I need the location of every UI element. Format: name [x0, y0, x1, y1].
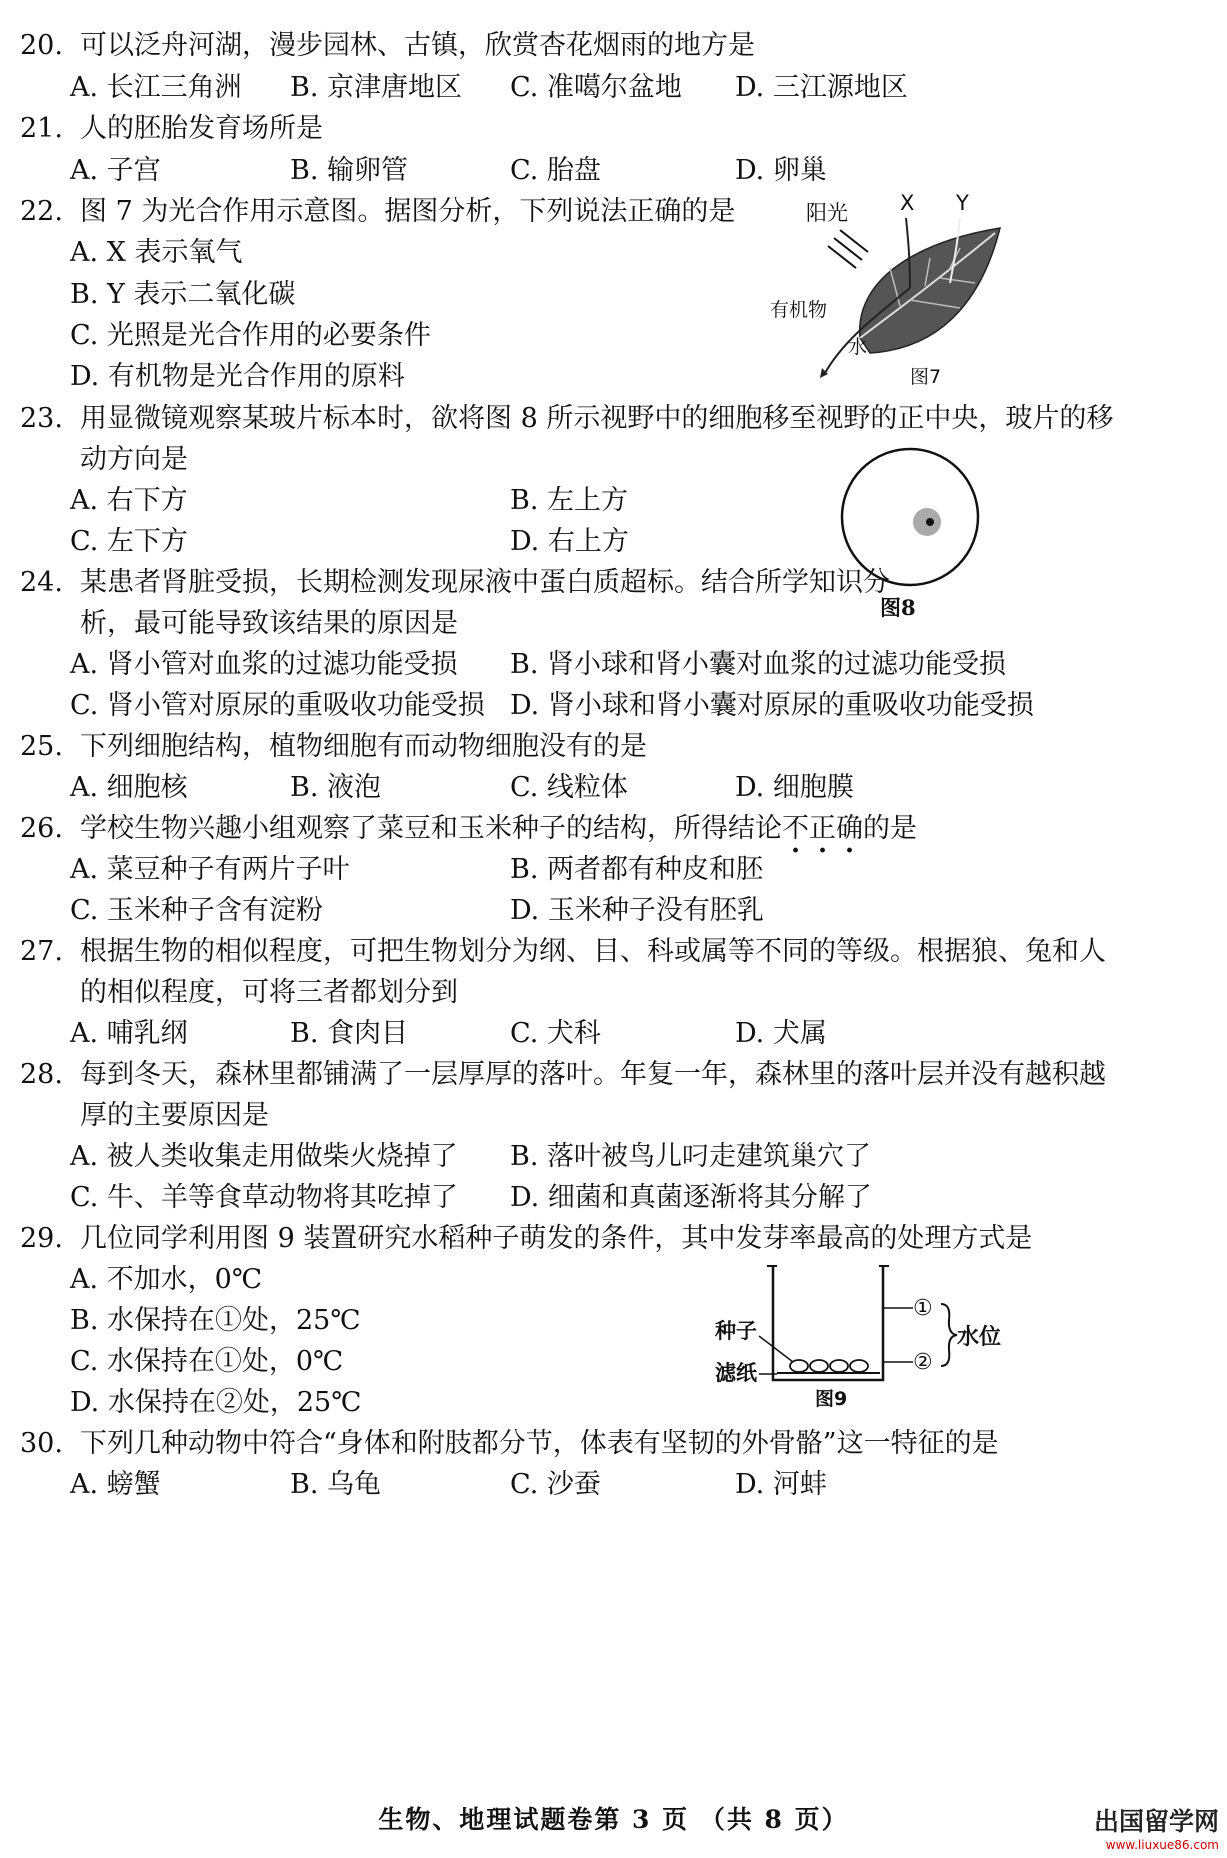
- question-stem: 人的胚胎发育场所是: [80, 113, 323, 144]
- question-stem: 下列细胞结构，植物细胞有而动物细胞没有的是: [80, 731, 647, 762]
- sunlight-label: 阳光: [806, 201, 848, 225]
- option-b: B. 食肉目: [290, 1018, 409, 1049]
- option-c: C. 牛、羊等食草动物将其吃掉了: [70, 1182, 458, 1213]
- question-stem: 几位同学利用图 9 装置研究水稻种子萌发的条件，其中发芽率最高的处理方式是: [80, 1223, 1033, 1254]
- option-c: C. 水保持在①处，0℃: [70, 1346, 344, 1377]
- water-label: 水: [848, 336, 868, 358]
- question-number: 30.: [20, 1428, 63, 1459]
- question-number: 20.: [20, 30, 63, 61]
- option-a: A. X 表示氧气: [70, 237, 243, 268]
- emphasized-char: 正: [809, 813, 836, 844]
- option-d: D. 有机物是光合作用的原料: [70, 361, 405, 392]
- seed: [810, 1360, 828, 1372]
- organic-matter-label: 有机物: [770, 299, 828, 321]
- question-22: [20, 194, 735, 230]
- question-number: 27.: [20, 936, 63, 967]
- question-stem: 学校生物兴趣小组观察了菜豆和玉米种子的结构，所得结论: [80, 813, 782, 844]
- emphasized-char: 确: [836, 813, 863, 844]
- option-c: C. 线粒体: [510, 772, 628, 803]
- figure-9-caption: 图9: [815, 1388, 848, 1408]
- option-b: B. 京津唐地区: [290, 72, 463, 103]
- option-d: D. 水保持在②处，25℃: [70, 1387, 362, 1418]
- option-c: C. 犬科: [510, 1018, 601, 1049]
- question-number: 24.: [20, 567, 63, 598]
- question-stem: 某患者肾脏受损，长期检测发现尿液中蛋白质超标。结合所学知识分: [80, 567, 890, 598]
- question-stem: 可以泛舟河湖，漫步园林、古镇，欣赏杏花烟雨的地方是: [80, 30, 755, 61]
- question-number: 25.: [20, 731, 63, 762]
- option-a: A. 螃蟹: [70, 1469, 161, 1500]
- option-d: D. 细胞膜: [735, 772, 854, 803]
- option-d: D. 卵巢: [735, 155, 827, 186]
- option-a: A. 长江三角洲: [70, 72, 242, 103]
- question-stem: 每到冬天，森林里都铺满了一层厚厚的落叶。年复一年，森林里的落叶层并没有越积越: [80, 1059, 1106, 1090]
- question-stem: 根据生物的相似程度，可把生物划分为纲、目、科或属等不同的等级。根据狼、兔和人: [80, 936, 1106, 967]
- option-b: B. 落叶被鸟儿叼走建筑巢穴了: [510, 1141, 872, 1172]
- question-stem-continued: 动方向是: [80, 444, 188, 475]
- marker-1-label: ①: [913, 1296, 933, 1321]
- option-c: C. 沙蚕: [510, 1469, 601, 1500]
- question-27: [20, 934, 1106, 970]
- question-23: [20, 401, 1113, 437]
- option-b: B. Y 表示二氧化碳: [70, 279, 296, 310]
- option-a: A. 哺乳纲: [70, 1018, 188, 1049]
- y-label: Y: [956, 191, 969, 215]
- figure-7-leaf-diagram: [760, 188, 1010, 393]
- figure-7-caption: 图7: [910, 366, 942, 388]
- question-stem: 用显微镜观察某玻片标本时，欲将图 8 所示视野中的细胞移至视野的正中央，玻片的移: [80, 403, 1114, 434]
- question-28: [20, 1057, 1106, 1093]
- question-stem: 图 7 为光合作用示意图。据图分析，下列说法正确的是: [80, 196, 736, 227]
- option-d: D. 三江源地区: [735, 72, 908, 103]
- seed-label: 种子: [715, 1319, 757, 1343]
- question-24: [20, 565, 890, 601]
- option-b: B. 左上方: [510, 485, 629, 516]
- question-stem-continued: 厚的主要原因是: [80, 1100, 269, 1131]
- option-d: D. 玉米种子没有胚乳: [510, 895, 764, 926]
- brace: [941, 1304, 957, 1366]
- question-21: [20, 111, 323, 147]
- emphasized-char: 不: [782, 813, 809, 844]
- option-c: C. 左下方: [70, 526, 188, 557]
- seed: [830, 1360, 848, 1372]
- question-20: [20, 28, 755, 64]
- option-c: C. 玉米种子含有淀粉: [70, 895, 323, 926]
- logo-url: www.liuxue86.com: [1105, 1838, 1219, 1852]
- option-d: D. 河蚌: [735, 1469, 827, 1500]
- question-stem: 下列几种动物中符合“身体和附肢都分节，体表有坚韧的外骨骼”这一特征的是: [80, 1428, 999, 1459]
- option-c: C. 胎盘: [510, 155, 601, 186]
- sunlight-arrow: [840, 230, 868, 252]
- question-number: 23.: [20, 403, 63, 434]
- seed: [850, 1360, 868, 1372]
- x-label: X: [900, 191, 915, 215]
- option-d: D. 细菌和真菌逐渐将其分解了: [510, 1182, 872, 1213]
- question-number: 26.: [20, 813, 63, 844]
- question-26: [20, 811, 917, 847]
- question-number: 29.: [20, 1223, 63, 1254]
- figure-9-beaker-apparatus: [705, 1258, 1005, 1408]
- option-b: B. 乌龟: [290, 1469, 382, 1500]
- option-d: D. 右上方: [510, 526, 629, 557]
- option-a: A. 肾小管对血浆的过滤功能受损: [70, 649, 458, 680]
- option-a: A. 被人类收集走用做柴火烧掉了: [70, 1141, 458, 1172]
- option-c: C. 肾小管对原尿的重吸收功能受损: [70, 690, 485, 721]
- question-25: [20, 729, 647, 765]
- option-c: C. 光照是光合作用的必要条件: [70, 320, 431, 351]
- option-b: B. 输卵管: [290, 155, 409, 186]
- question-number: 21.: [20, 113, 63, 144]
- option-a: A. 菜豆种子有两片子叶: [70, 854, 350, 885]
- sunlight-arrow: [834, 238, 862, 260]
- question-stem-continued: 析，最可能导致该结果的原因是: [80, 608, 458, 639]
- page-footer: 生物、地理试题卷第 3 页 （共 8 页）: [378, 1805, 849, 1834]
- logo-name: 出国留学网: [1093, 1807, 1219, 1836]
- sunlight-arrow: [828, 246, 856, 268]
- option-b: B. 肾小球和肾小囊对血浆的过滤功能受损: [510, 649, 1007, 680]
- option-d: D. 肾小球和肾小囊对原尿的重吸收功能受损: [510, 690, 1034, 721]
- option-c: C. 准噶尔盆地: [510, 72, 682, 103]
- question-number: 22.: [20, 196, 63, 227]
- question-stem-continued: 的相似程度，可将三者都划分到: [80, 977, 458, 1008]
- question-stem-end: 的是: [863, 813, 917, 844]
- option-a: A. 右下方: [70, 485, 188, 516]
- cell-nucleus: [926, 518, 934, 526]
- option-b: B. 水保持在①处，25℃: [70, 1305, 361, 1336]
- question-30: [20, 1426, 999, 1462]
- water-level-label: 水位: [957, 1325, 1002, 1350]
- question-number: 28.: [20, 1059, 63, 1090]
- filter-paper-label: 滤纸: [715, 1361, 757, 1385]
- option-b: B. 两者都有种皮和胚: [510, 854, 764, 885]
- marker-2-label: ②: [913, 1350, 933, 1375]
- seed-pointer: [759, 1336, 793, 1362]
- figure-8-caption: 图8: [880, 595, 916, 620]
- site-logo[interactable]: [1049, 1802, 1219, 1852]
- option-a: A. 子宫: [70, 155, 161, 186]
- option-a: A. 不加水，0℃: [70, 1264, 263, 1295]
- question-29: [20, 1221, 1032, 1257]
- option-b: B. 液泡: [290, 772, 382, 803]
- option-d: D. 犬属: [735, 1018, 827, 1049]
- option-a: A. 细胞核: [70, 772, 188, 803]
